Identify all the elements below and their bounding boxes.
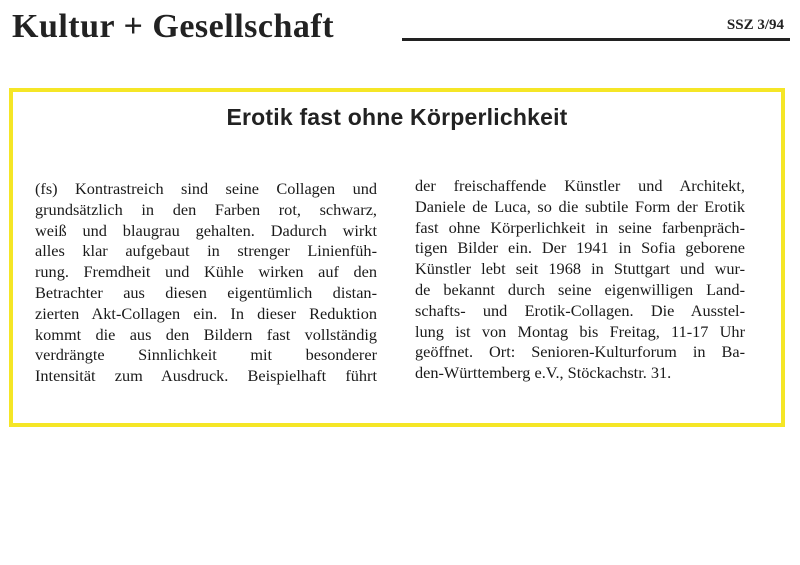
header-rule — [402, 38, 790, 41]
text-line: schafts- und Erotik-Collagen. Die Ausstel- — [415, 300, 745, 320]
text-line: der freischaffende Künstler und Architekt, — [415, 176, 745, 195]
text-line: Künstler lebt seit 1968 in Stuttgart und wur- — [415, 259, 745, 279]
text-line: grundsätzlich in den Farben rot, schwarz, — [35, 199, 377, 219]
section-title: Kultur + Gesellschaft — [12, 8, 335, 45]
text-line: weiß und blaugrau gehalten. Dadurch wirkt — [35, 220, 377, 240]
text-line: Betrachter aus diesen eigentümlich distan- — [35, 282, 377, 302]
article-headline: Erotik fast ohne Körperlichkeit — [226, 104, 568, 130]
text-line: (fs) Kontrastreich sind seine Collagen und — [35, 179, 377, 198]
page-header — [10, 0, 792, 50]
article-right-column — [415, 176, 745, 384]
article-frame — [9, 88, 785, 427]
text-line: kommt die aus den Bildern fast vollständig — [35, 324, 377, 344]
text-line: verdrängte Sinnlichkeit mit besonderer — [35, 345, 377, 365]
text-line: lung ist von Montag bis Freitag, 11-17 Uhr — [415, 321, 745, 341]
text-line: alles klar aufgebaut in strenger Linienfüh- — [35, 241, 377, 261]
text-line: Intensität zum Ausdruck. Beispielhaft führt — [35, 366, 377, 386]
text-line: Daniele de Luca, so die subtile Form der Erotik — [415, 196, 745, 216]
text-line: zierten Akt-Collagen ein. In dieser Reduktion — [35, 303, 377, 323]
text-line: geöffnet. Ort: Senioren-Kulturforum in Ba- — [415, 342, 745, 362]
issue-reference: SSZ 3/94 — [726, 17, 784, 33]
text-line: tigen Bilder ein. Der 1941 in Sofia geborene — [415, 238, 745, 258]
text-line: rung. Fremdheit und Kühle wirken auf den — [35, 262, 377, 282]
article-left-column — [35, 179, 377, 387]
text-line: den-Württemberg e.V., Stöckachstr. 31. — [415, 363, 672, 383]
text-line: fast ohne Körperlichkeit in seine farbenpräch- — [415, 217, 745, 237]
text-line: de bekannt durch seine eigenwilligen Land- — [415, 279, 745, 299]
